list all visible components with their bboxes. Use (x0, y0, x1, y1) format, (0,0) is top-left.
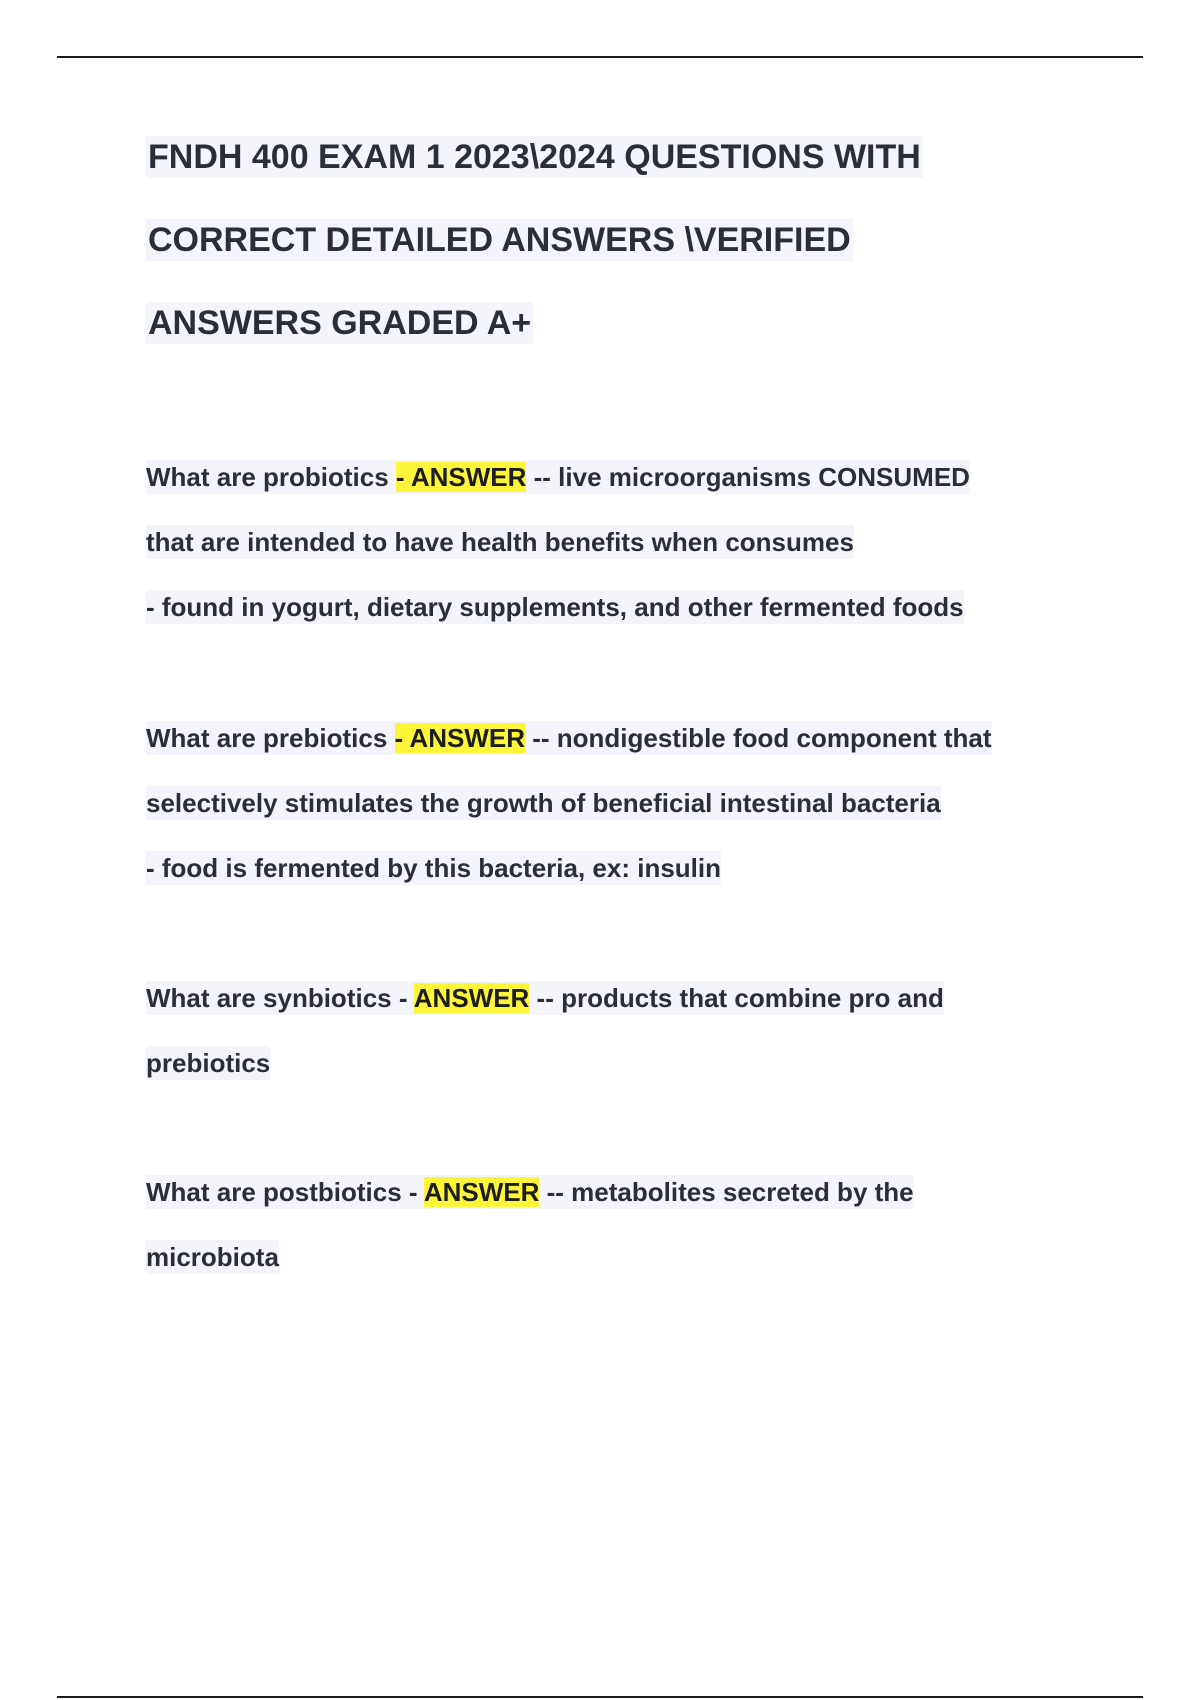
answer-label: ANSWER (410, 462, 527, 492)
document-title (146, 136, 1106, 385)
question-text: What are postbiotics - (146, 1177, 424, 1207)
answer-highlight (395, 723, 525, 753)
answer-continuation: - food is fermented by this bacteria, ex: insulin (146, 853, 721, 883)
answer-dash: - (394, 723, 410, 753)
qa-first-line (146, 1175, 914, 1209)
answer-text: -- products that combine pro and (529, 983, 944, 1013)
answer-continuation: - found in yogurt, dietary supplements, and other fermented foods (146, 592, 964, 622)
top-rule (57, 56, 1143, 58)
answer-label: ANSWER (423, 1177, 540, 1207)
answer-text: -- metabolites secreted by the (539, 1177, 914, 1207)
answer-text: -- live microorganisms CONSUMED (526, 462, 970, 492)
answer-highlight (414, 983, 530, 1013)
qa-item-synbiotics (146, 981, 1106, 1111)
qa-item-probiotics (146, 460, 1106, 655)
bottom-rule (57, 1696, 1143, 1698)
answer-continuation: that are intended to have health benefits when consumes (146, 527, 854, 557)
answer-highlight (424, 1177, 540, 1207)
question-text: What are probiotics (146, 462, 396, 492)
answer-continuation: prebiotics (146, 1048, 271, 1078)
answer-continuation: selectively stimulates the growth of beneficial intestinal bacteria (146, 788, 941, 818)
title-line-2: CORRECT DETAILED ANSWERS \VERIFIED (148, 221, 851, 259)
title-line-1: FNDH 400 EXAM 1 2023\2024 QUESTIONS WITH (148, 138, 921, 176)
answer-continuation: microbiota (146, 1242, 279, 1272)
title-line-3: ANSWERS GRADED A+ (148, 304, 532, 342)
answer-dash: - (395, 462, 411, 492)
qa-first-line (146, 460, 970, 494)
qa-first-line (146, 981, 944, 1015)
qa-first-line (146, 721, 992, 755)
qa-item-postbiotics (146, 1175, 1106, 1305)
question-text: What are prebiotics (146, 723, 395, 753)
qa-item-prebiotics (146, 721, 1106, 916)
answer-text: -- nondigestible food component that (524, 723, 992, 753)
answer-label: ANSWER (413, 983, 530, 1013)
answer-highlight (396, 462, 526, 492)
answer-label: ANSWER (409, 723, 525, 753)
question-text: What are synbiotics - (146, 983, 414, 1013)
